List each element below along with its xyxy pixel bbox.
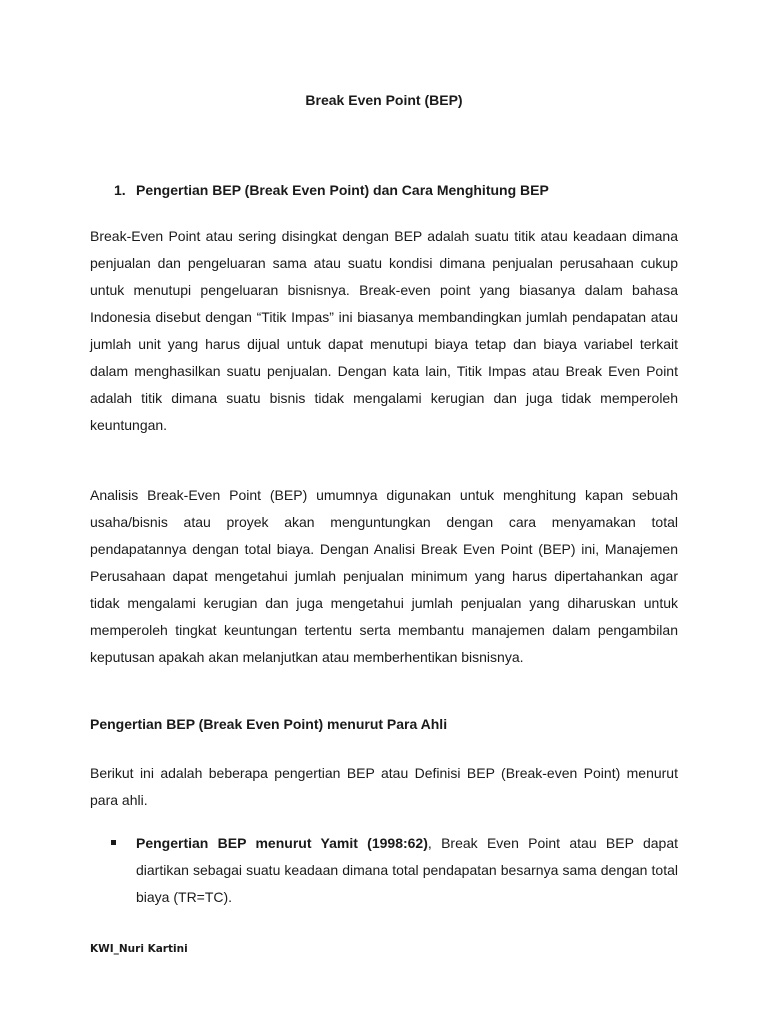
section-heading-text: Pengertian BEP (Break Even Point) dan Cara Menghitung BEP	[136, 182, 549, 198]
paragraph-analysis: Analisis Break-Even Point (BEP) umumnya digunakan untuk menghitung kapan sebuah usaha/bisnis atau proyek akan menguntungkan dengan cara menyamakan total pendapatannya dengan total biaya. Dengan Analisi Break Even Point (BEP) ini, Manajemen Perusahaan dapat mengetahui jumlah penjualan minimum yang harus dipertahankan agar tidak mengalami kerugian dan juga mengetahui jumlah penjualan yang diharuskan untuk memperoleh tingkat keuntungan tertentu serta membantu manajemen dalam pengambilan keputusan apakah akan melanjutkan atau memberhentikan bisnisnya.	[90, 487, 678, 665]
subheading-experts: Pengertian BEP (Break Even Point) menurut Para Ahli	[90, 716, 448, 732]
list-item-text	[136, 830, 678, 911]
list-item-body: , Break Even Point atau BEP dapat diartikan sebagai suatu keadaan dimana total pendapatan besarnya sama dengan total biaya (TR=TC).	[136, 835, 679, 905]
list-item-bold: Pengertian BEP menurut Yamit (1998:62)	[136, 835, 428, 851]
paragraph-intro-experts: Berikut ini adalah beberapa pengertian BEP atau Definisi BEP (Break-even Point) menurut para ahli.	[90, 765, 678, 808]
section-heading	[114, 182, 549, 198]
paragraph-definition: Break-Even Point atau sering disingkat dengan BEP adalah suatu titik atau keadaan dimana penjualan dan pengeluaran sama atau suatu kondisi dimana penjualan perusahaan cukup untuk menutupi pengeluaran bisnisnya. Break-even point yang biasanya dalam bahasa Indonesia disebut dengan “Titik Impas” ini biasanya membandingkan jumlah pendapatan atau jumlah unit yang harus dijual untuk dapat menutupi biaya tetap dan biaya variabel terkait dalam menghasilkan suatu penjualan. Dengan kata lain, Titik Impas atau Break Even Point adalah titik dimana suatu bisnis tidak mengalami kerugian dan juga tidak memperoleh keuntungan.	[90, 228, 678, 433]
bullet-icon	[111, 840, 116, 845]
document-title: Break Even Point (BEP)	[305, 92, 463, 108]
section-number: 1.	[114, 182, 126, 198]
page-footer: KWI_Nuri Kartini	[90, 943, 188, 955]
